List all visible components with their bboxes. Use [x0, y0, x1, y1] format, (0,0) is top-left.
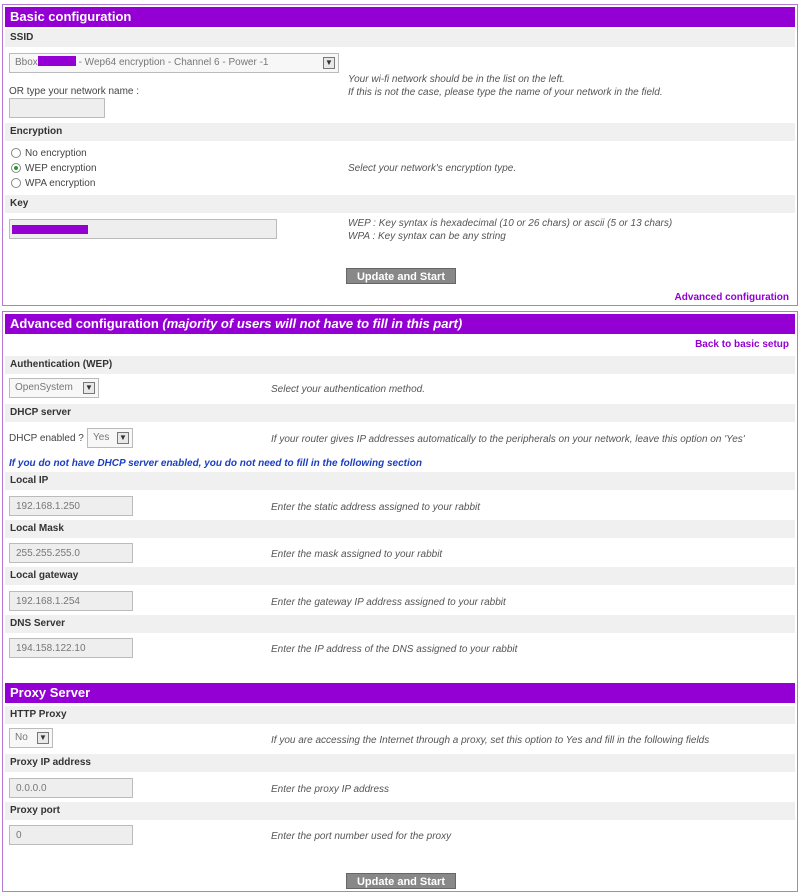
key-help: WEP : Key syntax is hexadecimal (10 or 26 chars) or ascii (5 or 13 chars) WPA : Key syntax can be any string	[348, 218, 673, 242]
radio-wep-encryption[interactable]	[11, 163, 21, 173]
http-proxy-heading: HTTP Proxy	[5, 706, 795, 724]
basic-config-header	[5, 7, 795, 27]
advanced-config-panel	[2, 311, 798, 892]
proxy-port-input[interactable]	[9, 825, 133, 845]
key-input[interactable]	[9, 219, 277, 239]
encryption-heading: Encryption	[5, 123, 795, 141]
local-ip-input[interactable]	[9, 496, 133, 516]
local-mask-heading: Local Mask	[5, 520, 795, 538]
ssid-help: Your wi-fi network should be in the list on the left. If this is not the case, please type the name of your network in the field.	[348, 74, 663, 98]
proxy-port-heading: Proxy port	[5, 802, 795, 820]
proxy-ip-help: Enter the proxy IP address	[271, 784, 390, 795]
gateway-input[interactable]	[9, 591, 133, 611]
network-name-input[interactable]	[9, 98, 105, 118]
chevron-down-icon[interactable]: ▼	[83, 382, 95, 394]
proxy-update-start-button[interactable]: Update and Start	[346, 873, 456, 889]
basic-update-start-button[interactable]: Update and Start	[346, 268, 456, 284]
encryption-help: Select your network's encryption type.	[348, 163, 517, 174]
dns-input[interactable]	[9, 638, 133, 658]
no-encryption-label: No encryption	[25, 148, 87, 159]
local-ip-help: Enter the static address assigned to your rabbit	[271, 502, 481, 513]
advanced-config-note: (majority of users will not have to fill in this part)	[162, 316, 463, 331]
dhcp-select[interactable]: Yes ▼	[87, 428, 133, 448]
dns-heading: DNS Server	[5, 615, 795, 633]
radio-wpa-encryption[interactable]	[11, 178, 21, 188]
advanced-config-header	[5, 314, 795, 334]
auth-help: Select your authentication method.	[271, 384, 425, 395]
proxy-port-help: Enter the port number used for the proxy	[271, 831, 452, 842]
http-proxy-help: If you are accessing the Internet through a proxy, set this option to Yes and fill in the following fields	[271, 735, 710, 746]
wpa-encryption-label: WPA encryption	[25, 178, 96, 189]
local-ip-heading: Local IP	[5, 472, 795, 490]
proxy-header	[5, 683, 795, 703]
radio-no-encryption[interactable]	[11, 148, 21, 158]
ssid-prefix: Bbox	[15, 57, 38, 68]
ssid-redacted	[38, 56, 76, 66]
proxy-ip-input[interactable]	[9, 778, 133, 798]
advanced-config-title: Advanced configuration	[10, 316, 159, 331]
ssid-select[interactable]	[9, 53, 339, 73]
basic-config-title: Basic configuration	[10, 9, 132, 24]
back-to-basic-link[interactable]: Back to basic setup	[695, 339, 789, 350]
network-name-label: OR type your network name :	[9, 86, 140, 97]
gateway-heading: Local gateway	[5, 567, 795, 585]
dhcp-heading: DHCP server	[5, 404, 795, 422]
chevron-down-icon[interactable]: ▼	[37, 732, 49, 744]
advanced-configuration-link[interactable]: Advanced configuration	[674, 292, 789, 303]
proxy-ip-heading: Proxy IP address	[5, 754, 795, 772]
chevron-down-icon[interactable]: ▼	[323, 57, 335, 69]
dhcp-note: If you do not have DHCP server enabled, you do not need to fill in the following section	[9, 458, 422, 469]
chevron-down-icon[interactable]: ▼	[117, 432, 129, 444]
key-heading: Key	[5, 195, 795, 213]
dns-help: Enter the IP address of the DNS assigned to your rabbit	[271, 644, 518, 655]
ssid-suffix: - Wep64 encryption - Channel 6 - Power -1	[75, 57, 269, 68]
local-mask-help: Enter the mask assigned to your rabbit	[271, 549, 443, 560]
local-mask-input[interactable]	[9, 543, 133, 563]
wep-encryption-label: WEP encryption	[25, 163, 97, 174]
basic-config-panel	[2, 4, 798, 306]
http-proxy-select[interactable]: No ▼	[9, 728, 53, 748]
proxy-title: Proxy Server	[10, 685, 91, 700]
auth-select[interactable]: OpenSystem ▼	[9, 378, 99, 398]
dhcp-enabled-label: DHCP enabled ?	[9, 433, 84, 444]
dhcp-help: If your router gives IP addresses automatically to the peripherals on your network, leave this option on 'Yes'	[271, 434, 745, 445]
ssid-heading: SSID	[5, 29, 795, 47]
auth-heading: Authentication (WEP)	[5, 356, 795, 374]
key-redacted	[12, 225, 88, 234]
gateway-help: Enter the gateway IP address assigned to your rabbit	[271, 597, 506, 608]
